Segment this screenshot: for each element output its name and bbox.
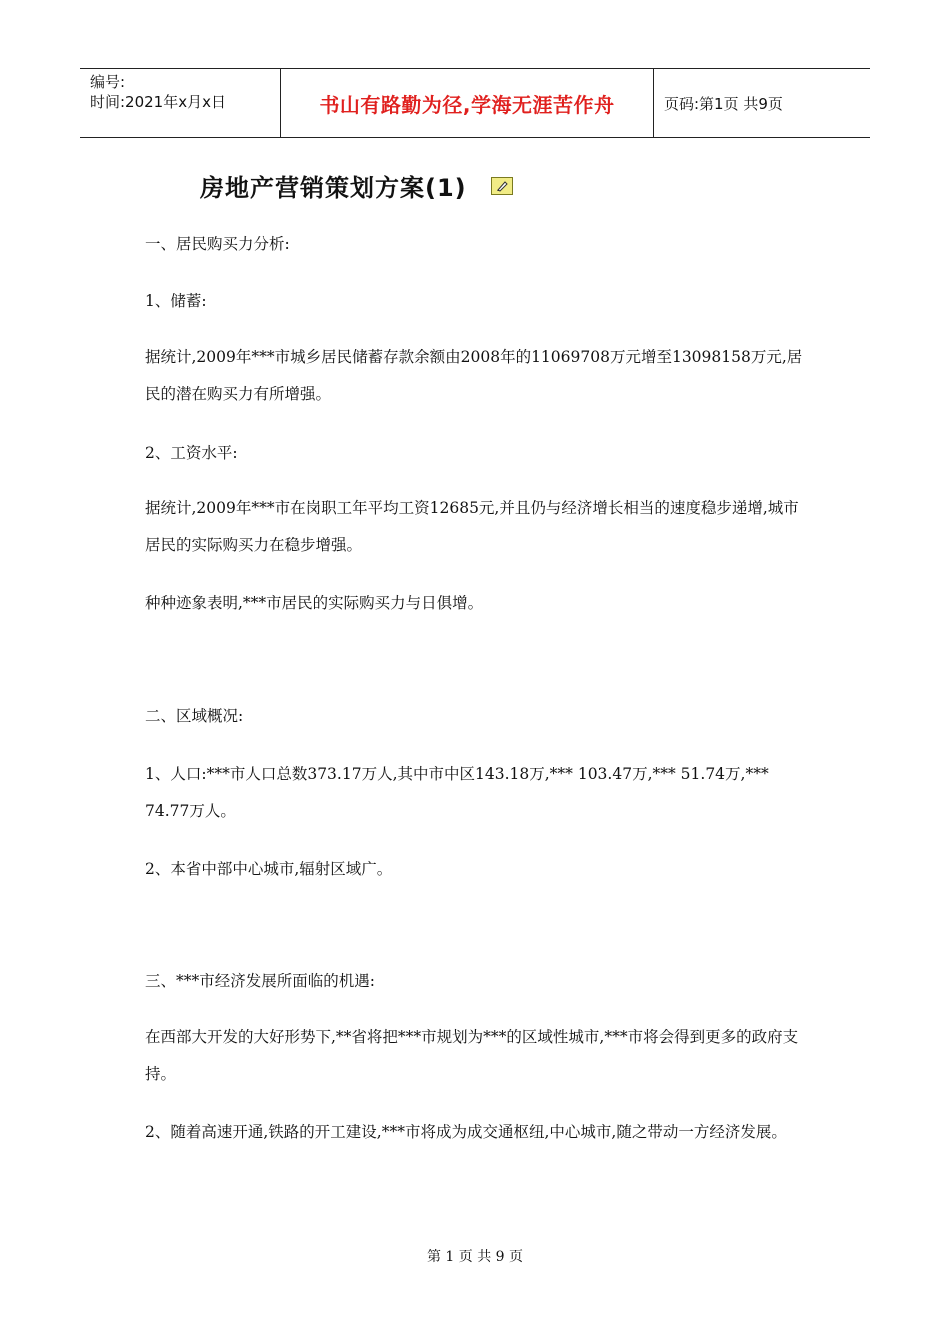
paragraph-conclusion: 种种迹象表明,***市居民的实际购买力与日俱增。 [145, 594, 484, 612]
page-footer: 第 1 页 共 9 页 [426, 1249, 524, 1265]
header-page-cell [654, 69, 870, 137]
document-title: 房地产营销策划方案(1) [200, 174, 467, 202]
header-motto: 书山有路勤为径,学海无涯苦作舟 [319, 92, 615, 117]
edit-icon[interactable] [491, 177, 513, 195]
subheading-savings: 1、储蓄: [145, 292, 207, 310]
subheading-wages: 2、工资水平: [145, 444, 238, 462]
paragraph-population: 1、人口:***市人口总数373.17万人,其中市中区143.18万,*** 103.47万,*** 51.74万,*** 74.77万人。 [145, 765, 769, 820]
title-row [200, 168, 513, 203]
section-heading-3: 三、***市经济发展所面临的机遇: [145, 972, 375, 990]
section-heading-1: 一、居民购买力分析: [145, 235, 290, 253]
page-number-label: 页码:第1页 共9页 [664, 94, 783, 113]
paragraph-savings: 据统计,2009年***市城乡居民储蓄存款余额由2008年的11069708万元增至13098158万元,居民的潜在购买力有所增强。 [145, 348, 803, 403]
page-header [80, 68, 870, 138]
paragraph-wages: 据统计,2009年***市在岗职工年平均工资12685元,并且仍与经济增长相当的速度稳步递增,城市居民的实际购买力在稳步增强。 [145, 499, 799, 554]
paragraph-opportunity: 在西部大开发的大好形势下,**省将把***市规划为***的区域性城市,***市将会得到更多的政府支持。 [145, 1028, 799, 1083]
section-heading-2: 二、区域概况: [145, 707, 244, 725]
serial-number-label: 编号: [90, 73, 126, 91]
header-meta [80, 69, 281, 137]
date-label: 时间:2021年x月x日 [90, 93, 226, 111]
edit-icon-glyph [495, 179, 509, 193]
header-motto-cell [281, 69, 654, 137]
paragraph-transport: 2、随着高速开通,铁路的开工建设,***市将成为成交通枢纽,中心城市,随之带动一方经济发展。 [145, 1123, 787, 1141]
paragraph-region: 2、本省中部中心城市,辐射区域广。 [145, 860, 393, 878]
